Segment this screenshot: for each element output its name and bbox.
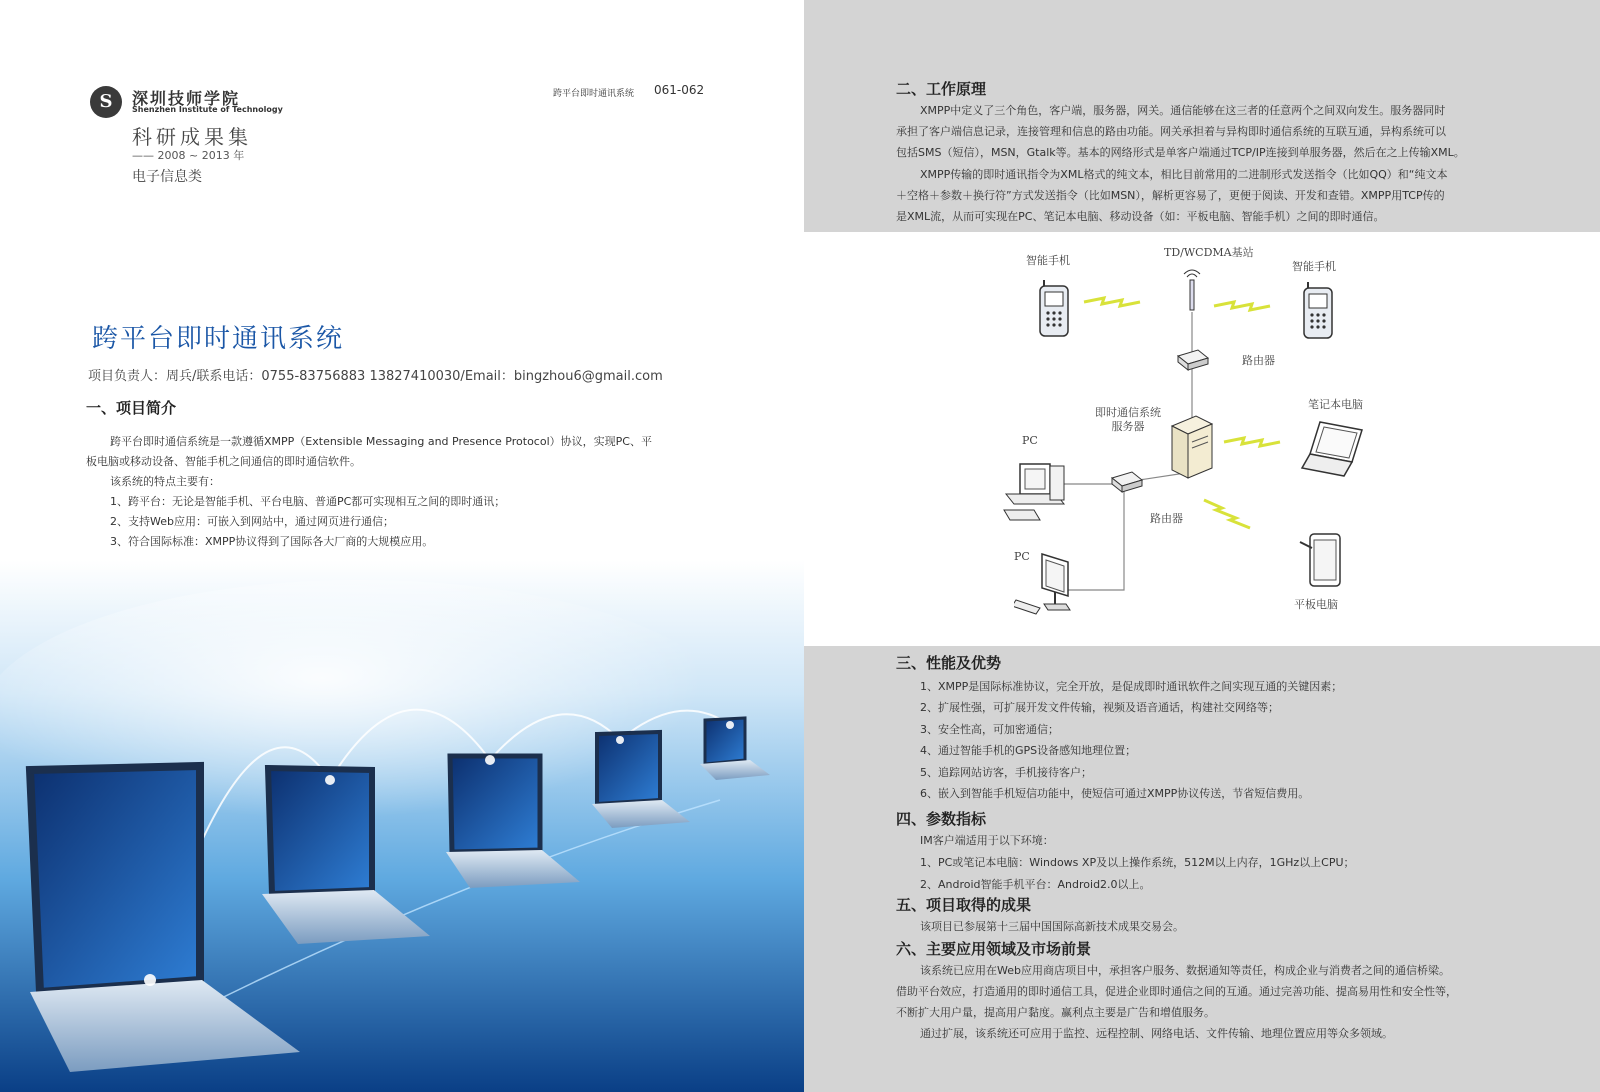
label-router-top: 路由器: [1242, 354, 1275, 367]
label-pc-2: PC: [1014, 550, 1030, 563]
school-name-en: Shenzhen Institute of Technology: [132, 105, 283, 114]
section-heading: 四、参数指标: [896, 810, 987, 828]
section-heading: 三、性能及优势: [896, 654, 1002, 672]
application-line: 通过扩展，该系统还可应用于监控、远程控制、网络电话、文件传输、地理位置应用等众多领域。: [920, 1027, 1393, 1040]
application-line: 借助平台效应，打造通用的即时通信工具，促进企业即时通信之间的互通。通过完善功能、提高易用性和安全性等，: [896, 985, 1457, 998]
router-icon: [1108, 468, 1146, 496]
spec-item: 2、Android智能手机平台：Android2.0以上。: [920, 878, 1151, 891]
feature-item: 2、支持Web应用：可嵌入到网站中，通过网页进行通信；: [110, 515, 394, 528]
tablet-icon: [1298, 528, 1350, 592]
project-leader-line: 项目负责人：周兵/联系电话：0755-83756883 13827410030/Email：bingzhou6@gmail.com: [88, 369, 663, 384]
section-heading: 一、项目简介: [86, 399, 177, 417]
label-smartphone-right: 智能手机: [1292, 260, 1336, 273]
application-line: 不断扩大用户量，提高用户黏度。赢利点主要是广告和增值服务。: [896, 1006, 1215, 1019]
spec-intro: IM客户端适用于以下环境：: [920, 834, 1054, 847]
section-heading: 五、项目取得的成果: [896, 896, 1032, 914]
achievement-text: 该项目已参展第十三届中国国际高新技术成果交易会。: [920, 920, 1184, 933]
principle-line: XMPP传输的即时通讯指令为XML格式的纯文本，相比目前常用的二进制形式发送指令（比如QQ）和“纯文本: [920, 168, 1448, 181]
advantage-item: 2、扩展性强，可扩展开发文件传输，视频及语音通话，构建社交网络等；: [920, 701, 1279, 714]
section-heading: 六、主要应用领域及市场前景: [896, 940, 1092, 958]
project-title: 跨平台即时通讯系统: [92, 324, 345, 354]
collection-title: 科研成果集: [132, 125, 252, 149]
collection-years: —— 2008 ~ 2013 年: [132, 149, 245, 162]
principle-line: 包括SMS（短信），MSN，Gtalk等。基本的网络形式是单客户端通过TCP/IP连接到单服务器，然后在之上传输XML。: [896, 146, 1465, 159]
principle-line: XMPP中定义了三个角色，客户端，服务器，网关。通信能够在这三者的任意两个之间双向发生。服务器同时: [920, 104, 1446, 117]
smartphone-icon: [1300, 282, 1336, 342]
category-label: 电子信息类: [132, 169, 202, 185]
antenna-icon: [1180, 266, 1204, 314]
feature-item: 3、符合国际标准：XMPP协议得到了国际各大厂商的大规模应用。: [110, 535, 434, 548]
principle-line: ＋空格＋参数＋换行符”方式发送指令（比如MSN），解析更容易了，更便于阅读、开发和查错。XMPP用TCP传的: [896, 189, 1445, 202]
advantage-item: 4、通过智能手机的GPS设备感知地理位置；: [920, 744, 1137, 757]
laptops-network-illustration: [0, 560, 804, 1092]
intro-paragraph-cont: 板电脑或移动设备、智能手机之间通信的即时通信软件。: [86, 455, 361, 468]
advantage-item: 1、XMPP是国际标准协议，完全开放，是促成即时通讯软件之间实现互通的关键因素；: [920, 680, 1343, 693]
application-line: 该系统已应用在Web应用商店项目中，承担客户服务、数据通知等责任，构成企业与消费者之间的通信桥梁。: [920, 964, 1450, 977]
label-router-bottom: 路由器: [1150, 512, 1183, 525]
label-smartphone-left: 智能手机: [1026, 254, 1070, 267]
label-tablet: 平板电脑: [1294, 598, 1338, 611]
label-pc-1: PC: [1022, 434, 1038, 447]
label-server: [1086, 406, 1170, 434]
spec-item: 1、PC或笔记本电脑：Windows XP及以上操作系统，512M以上内存，1GHz以上CPU；: [920, 856, 1355, 869]
label-base-station: TD/WCDMA基站: [1164, 246, 1254, 259]
intro-paragraph: 跨平台即时通信系统是一款遵循XMPP（Extensible Messaging and Presence Protocol）协议，实现PC、平: [110, 435, 652, 448]
laptop-icon: [1300, 418, 1372, 482]
principle-line: 承担了客户端信息记录，连接管理和信息的路由功能。网关承担着与异构即时通信系统的互联互通，异构系统可以: [896, 125, 1446, 138]
advantage-item: 3、安全性高，可加密通信；: [920, 723, 1059, 736]
router-icon: [1174, 346, 1212, 374]
smartphone-icon: [1036, 280, 1072, 340]
advantage-item: 5、追踪网站访客，手机接待客户；: [920, 766, 1092, 779]
running-header-title: 跨平台即时通讯系统: [553, 89, 635, 99]
label-laptop: 笔记本电脑: [1308, 398, 1363, 411]
label-server-line1: 即时通信系统: [1095, 406, 1161, 419]
label-server-line2: 服务器: [1111, 420, 1145, 433]
desktop-pc-icon: [1000, 458, 1074, 530]
feature-item: 1、跨平台：无论是智能手机、平台电脑、普通PC都可实现相互之间的即时通讯；: [110, 495, 506, 508]
features-intro: 该系统的特点主要有：: [110, 475, 220, 488]
server-icon: [1166, 412, 1218, 482]
section-heading: 二、工作原理: [896, 80, 987, 98]
network-diagram: [804, 232, 1600, 646]
school-logo-icon: [90, 86, 122, 118]
principle-line: 是XML流，从而可实现在PC、笔记本电脑、移动设备（如：平板电脑、智能手机）之间的即时通信。: [896, 210, 1385, 223]
advantage-item: 6、嵌入到智能手机短信功能中，使短信可通过XMPP协议传送，节省短信费用。: [920, 787, 1310, 800]
school-name: 深圳技师学院: [132, 89, 241, 108]
page-numbers: 061-062: [654, 83, 705, 97]
right-page: [804, 0, 1600, 1092]
